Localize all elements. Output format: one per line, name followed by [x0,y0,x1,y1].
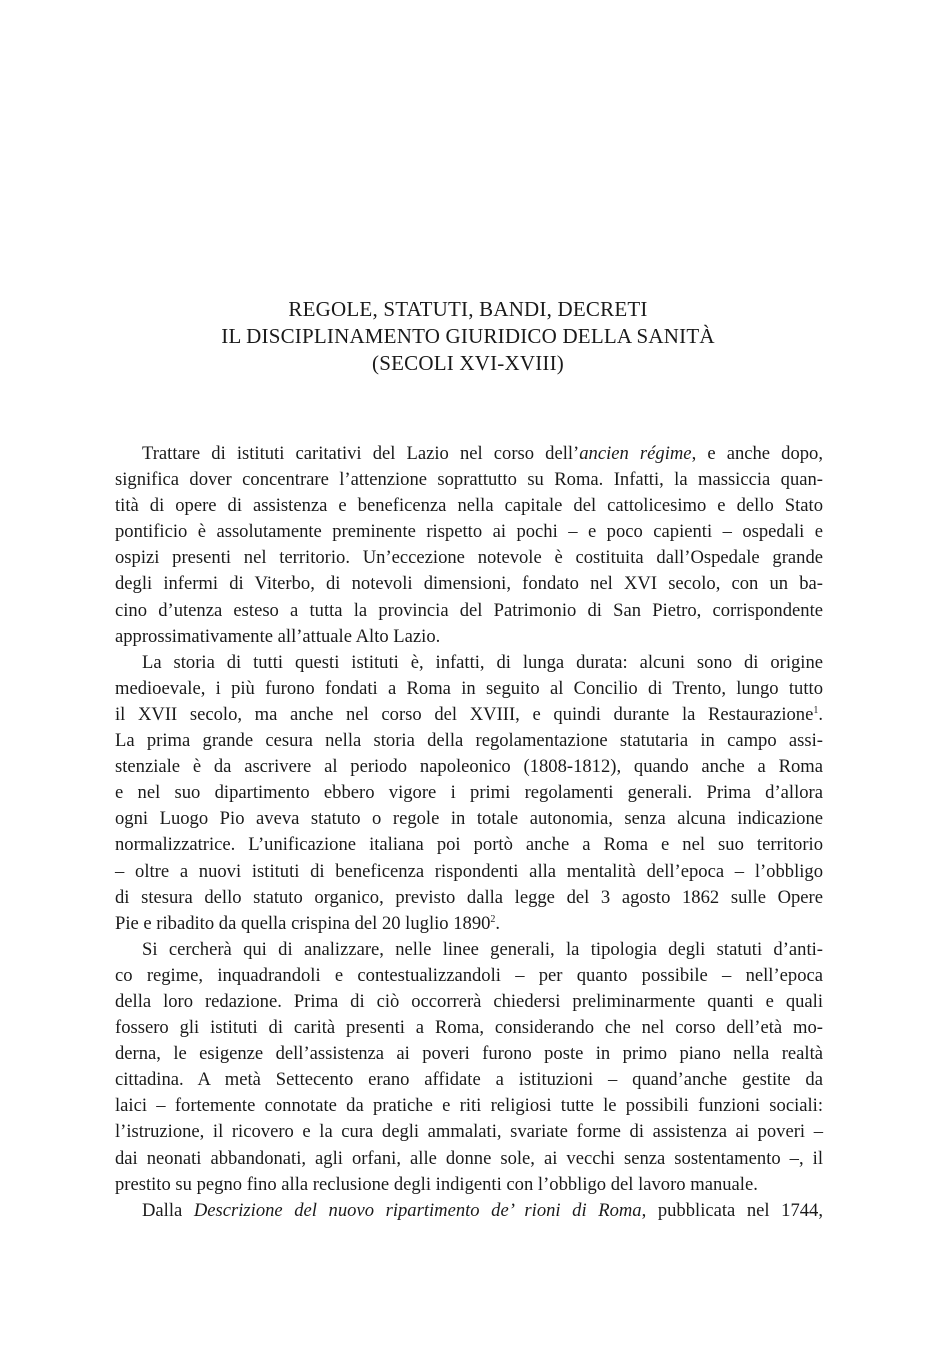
text-line [115,1067,823,1093]
text-run: tità di opere di assistenza e beneficenza nella capitale del cattolicesimo e dello Stato [115,495,823,517]
text-line [115,885,823,911]
chapter-title [0,296,936,377]
text-run: Si cercherà qui di analizzare, nelle linee generali, la tipologia degli statuti d’anti- [142,938,823,960]
text-run: della loro redazione. Prima di ciò occorrerà chiedersi preliminarmente quanti e quali [115,990,823,1012]
text-run: significa dover concentrare l’attenzione soprattutto su Roma. Infatti, la massiccia quan- [115,469,823,491]
text-line [115,1146,823,1172]
text-run: Trattare di istituti caritativi del Lazio nel corso dell’ [142,443,580,464]
text-line [115,832,823,858]
text-line [115,754,823,780]
text-line [115,598,823,624]
text-line [115,676,823,702]
text-run: degli infermi di Viterbo, di notevoli dimensioni, fondato nel XVI secolo, con un ba- [115,573,823,595]
text-run: cittadina. A metà Settecento erano affidate a istituzioni – quand’anche gestite da [115,1069,823,1091]
title-line-1: REGOLE, STATUTI, BANDI, DECRETI [288,297,648,321]
text-line [115,1198,823,1224]
text-run: , e anche dopo, [691,443,823,464]
text-run: approssimativamente all’attuale Alto Lazio. [115,625,441,647]
text-line [115,1041,823,1067]
paragraph [115,650,823,937]
body-text [115,441,823,1224]
text-line [115,493,823,519]
text-line [115,1172,823,1198]
text-run: . [818,703,823,725]
text-line [115,650,823,676]
title-line-2: IL DISCIPLINAMENTO GIURIDICO DELLA SANITÀ [221,324,715,348]
text-run: dai neonati abbandonati, agli orfani, alle donne sole, ai vecchi senza sostentamento –, il [115,1147,823,1169]
text-run: ospizi presenti nel territorio. Un’eccezione notevole è costituita dall’Ospedale grande [115,547,823,569]
text-line [115,728,823,754]
text-line [115,624,823,650]
text-line [115,1119,823,1145]
footnote-marker[interactable]: 1 [813,704,819,716]
text-run: cino d’utenza esteso a tutta la provincia del Patrimonio di San Pietro, corrispondente [115,599,823,621]
text-run: laici – fortemente connotate da pratiche e riti religiosi tutte le possibili funzioni sociali: [115,1095,823,1117]
text-run: Dalla [142,1199,194,1221]
text-run: derna, le esigenze dell’assistenza ai poveri furono poste in primo piano nella realtà [115,1043,823,1065]
text-line [115,571,823,597]
text-line [115,702,823,728]
text-line [115,467,823,493]
text-run: di stesura dello statuto organico, previsto dalla legge del 3 agosto 1862 sulle Opere [115,886,823,908]
text-run: stenziale è da ascrivere al periodo napoleonico (1808-1812), quando anche a Roma [115,756,823,778]
text-run: l’istruzione, il ricovero e la cura degli ammalati, svariate forme di assistenza ai poveri – [115,1121,823,1143]
text-run: medioevale, i più furono fondati a Roma in seguito al Concilio di Trento, lungo tutto [115,677,823,699]
footnote-marker[interactable]: 2 [490,913,496,925]
text-line [115,806,823,832]
text-run: prestito su pegno fino alla reclusione degli indigenti con l’obbligo del lavoro manuale. [115,1173,758,1195]
text-run: co regime, inquadrandoli e contestualizzandoli – per quanto possibile – nell’epoca [115,964,823,986]
text-line [115,1015,823,1041]
italic-title: Descrizione del nuovo ripartimento de’ rioni di Roma [193,1199,642,1221]
text-run: . [495,912,501,934]
text-run: fossero gli istituti di carità presenti a Roma, considerando che nel corso dell’età mo- [115,1017,823,1039]
title-line-3: (SECOLI XVI-XVIII) [372,351,564,375]
text-line [115,963,823,989]
paragraph [115,937,823,1198]
italic-title: ancien régime [579,443,692,464]
text-line [115,780,823,806]
text-run: La storia di tutti questi istituti è, infatti, di lunga durata: alcuni sono di origine [142,651,823,673]
text-run: Pie e ribadito da quella crispina del 20 luglio 1890 [115,912,491,934]
paragraph [115,441,823,650]
text-line [115,859,823,885]
text-run: , pubblicata nel 1744, [641,1199,824,1221]
text-line [115,1093,823,1119]
text-line [115,545,823,571]
text-line [115,937,823,963]
text-run: pontificio è assolutamente preminente rispetto ai pochi – e poco capienti – ospedali e [115,521,823,543]
text-line [115,989,823,1015]
text-run: – oltre a nuovi istituti di beneficenza rispondenti alla mentalità dell’epoca – l’obbligo [115,860,823,882]
paragraph [115,1198,823,1224]
text-run: La prima grande cesura nella storia della regolamentazione statutaria in campo assi- [115,730,823,752]
text-run: e nel suo dipartimento ebbero vigore i primi regolamenti generali. Prima d’allora [115,782,823,804]
text-line [115,441,823,467]
text-line [115,911,823,937]
text-run: normalizzatrice. L’unificazione italiana poi portò anche a Roma e nel suo territorio [115,834,823,856]
text-run: il XVII secolo, ma anche nel corso del XVIII, e quindi durante la Restaurazione [115,703,814,725]
text-run: ogni Luogo Pio aveva statuto o regole in totale autonomia, senza alcuna indicazione [115,808,823,830]
text-line [115,519,823,545]
